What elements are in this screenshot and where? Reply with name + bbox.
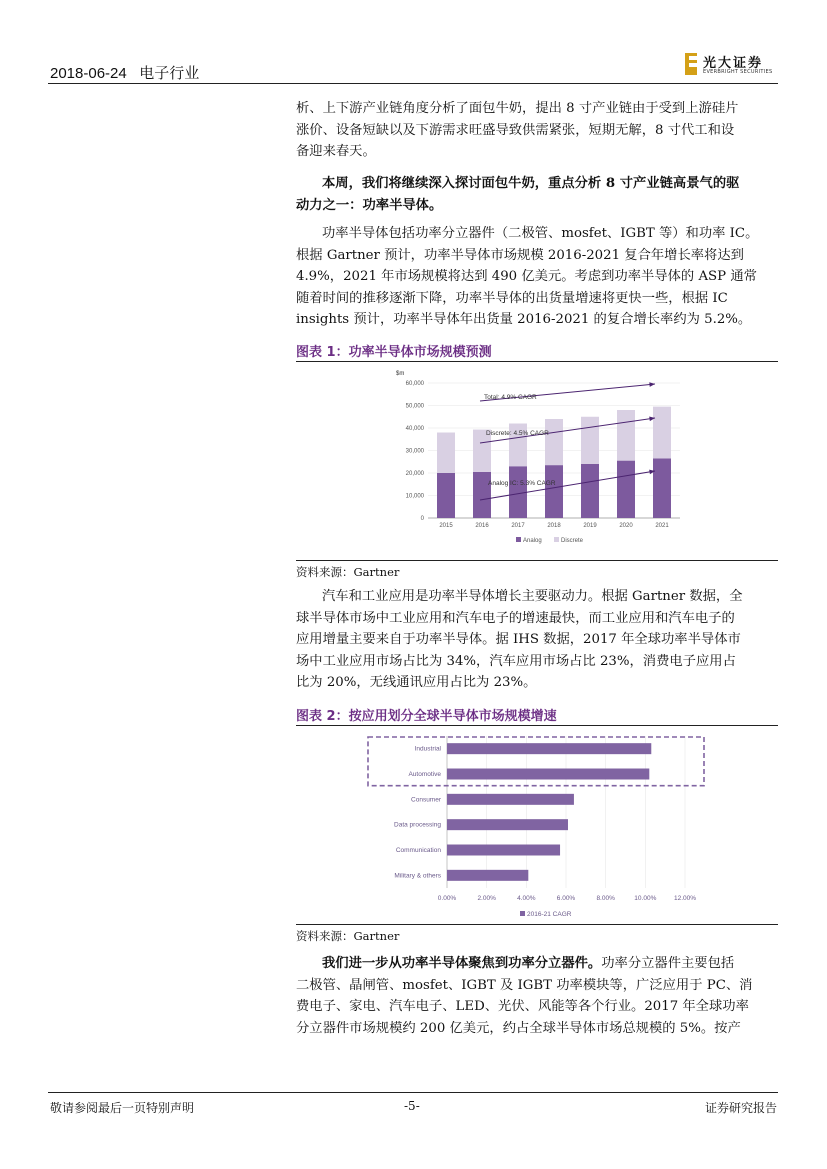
paragraph-line: insights 预计，功率半导体年出货量 2016-2021 的复合增长率约为 5.2%。 [296, 312, 752, 328]
paragraph-line [296, 953, 778, 975]
x-tick-label: 2017 [511, 523, 525, 529]
x-tick-label: 2020 [619, 523, 633, 529]
bar-military-others [447, 870, 528, 881]
bar-consumer [447, 794, 574, 805]
paragraph-line: 本周，我们将继续深入探讨面包牛奶，重点分析 8 寸产业链高景气的驱 [322, 176, 740, 191]
y-tick-label: 0 [420, 516, 424, 522]
y-tick-label: Consumer [411, 796, 441, 804]
cagr-annotation: Analog IC: 5.3% CAGR [488, 480, 556, 487]
paragraph-line: 二极管、晶闸管、mosfet、IGBT 及 IGBT 功率模块等，广泛应用于 PC、消 [296, 977, 753, 993]
figure-2-bottom-rule [296, 924, 778, 925]
bar-analog-2021 [653, 458, 671, 518]
paragraph-5-lead-rest: 功率分立器件主要包括 [601, 956, 735, 971]
y-tick-label: 30,000 [405, 448, 424, 455]
bar-analog-2019 [581, 464, 599, 518]
footer-divider [48, 1092, 778, 1093]
paragraph-line: 备迎来春天。 [296, 144, 376, 160]
y-tick-label: Automotive [408, 771, 441, 778]
paragraph-5-lead: 我们进一步从功率半导体聚焦到功率分立器件。 [322, 956, 602, 971]
y-tick-label: Industrial [414, 745, 441, 753]
y-axis-unit-label: $m [396, 371, 405, 377]
y-tick-label: Data processing [394, 821, 441, 829]
paragraph-3 [296, 223, 778, 331]
bar-discrete-2021 [653, 407, 671, 459]
paragraph-line: 涨价、设备短缺以及下游需求旺盛导致供需紧张，短期无解，8 寸代工和设 [296, 122, 735, 138]
y-tick-label: 20,000 [405, 471, 424, 477]
paragraph-line: 费电子、家电、汽车电子、LED、光伏、风能等各个行业。2017 年全球功率 [296, 999, 749, 1015]
x-tick-label: 2016 [475, 523, 489, 529]
cagr-annotation: Discrete: 4.5% CAGR [486, 430, 549, 437]
legend-label: 2016-21 CAGR [527, 911, 572, 918]
x-tick-label: 8.00% [596, 895, 615, 902]
footer-disclaimer: 敬请参阅最后一页特别声明 [50, 1101, 195, 1115]
report-date: 2018-06-24 [50, 65, 127, 82]
legend-label: Discrete [561, 538, 584, 544]
bar-analog-2020 [617, 461, 635, 518]
legend-swatch-discrete [554, 537, 559, 542]
paragraph-line: 比为 20%，无线通讯应用占比为 23%。 [296, 675, 537, 691]
footer-report-type: 证券研究报告 [704, 1101, 777, 1115]
x-tick-label: 10.00% [634, 895, 657, 902]
paragraph-line: 析、上下游产业链角度分析了面包牛奶，提出 8 寸产业链由于受到上游硅片 [296, 101, 739, 116]
bar-discrete-2019 [581, 417, 599, 464]
bar-data-processing [447, 819, 568, 830]
legend-label: Analog [523, 538, 542, 544]
cagr-annotation: Total: 4.9% CAGR [484, 394, 537, 401]
header-date-industry [50, 62, 199, 83]
figure-1-bottom-rule [296, 560, 778, 561]
y-tick-label: Military & others [394, 872, 441, 880]
bar-communication [447, 845, 560, 856]
y-tick-label: Communication [395, 847, 441, 854]
x-tick-label: 2018 [547, 523, 561, 529]
figure-1-top-rule [296, 361, 778, 362]
figure-1-chart [380, 365, 700, 550]
paragraph-line: 球半导体市场中工业应用和汽车电子的增速最快，而工业应用和汽车电子的 [296, 610, 735, 626]
paragraph-line: 功率半导体包括功率分立器件（二极管、mosfet、IGBT 等）和功率 IC。 [322, 226, 759, 241]
logo-mark-icon [683, 52, 699, 76]
y-tick-label: 10,000 [405, 493, 424, 500]
industry-label: 电子行业 [139, 65, 200, 82]
x-tick-label: 0.00% [437, 895, 457, 902]
x-tick-label: 4.00% [517, 895, 536, 902]
legend-swatch [520, 911, 525, 916]
legend-swatch-analog [516, 537, 521, 542]
x-tick-label: 6.00% [556, 895, 576, 902]
bar-analog-2017 [509, 466, 527, 518]
paragraph-line: 应用增量主要来自于功率半导体。据 IHS 数据，2017 年全球功率半导体市 [296, 632, 741, 648]
header-divider [48, 83, 778, 84]
figure-2-chart [360, 730, 710, 922]
y-tick-label: 60,000 [405, 381, 424, 387]
x-tick-label: 2021 [655, 523, 669, 529]
bar-discrete-2020 [617, 410, 635, 461]
bar-analog-2016 [473, 472, 491, 518]
bar-analog-2015 [437, 473, 455, 518]
bar-automotive [447, 769, 649, 780]
company-logo [683, 52, 783, 78]
bar-discrete-2015 [437, 433, 455, 474]
paragraph-line: 随着时间的推移逐渐下降，功率半导体的出货量增速将更快一些，根据 IC [296, 290, 728, 306]
bar-discrete-2018 [545, 419, 563, 465]
figure-1-title: 图表 1：功率半导体市场规模预测 [296, 345, 492, 360]
y-tick-label: 50,000 [405, 403, 424, 410]
figure-2-title: 图表 2：按应用划分全球半导体市场规模增速 [296, 709, 557, 724]
logo-name: 光大证券 [703, 56, 764, 71]
paragraph-line: 根据 Gartner 预计，功率半导体市场规模 2016-2021 复合年增长率将达到 [296, 247, 744, 263]
x-tick-label: 12.00% [673, 895, 697, 902]
x-tick-label: 2.00% [477, 895, 496, 902]
logo-subtitle: EVERBRIGHT SECURITIES [703, 69, 773, 75]
paragraph-line: 场中工业应用市场占比为 34%，汽车应用市场占比 23%，消费电子应用占 [296, 653, 736, 669]
figure-1-source: 资料来源：Gartner [296, 565, 400, 579]
paragraph-line: 动力之一：功率半导体。 [296, 197, 443, 213]
paragraph-line: 汽车和工业应用是功率半导体增长主要驱动力。根据 Gartner 数据，全 [322, 589, 743, 604]
paragraph-line: 分立器件市场规模约 200 亿美元，约占全球半导体市场总规模的 5%。按产 [296, 1020, 741, 1036]
paragraph-1 [296, 98, 778, 163]
x-tick-label: 2015 [439, 523, 453, 529]
bar-analog-2018 [545, 465, 563, 518]
paragraph-5 [296, 953, 778, 1039]
figure-2-source: 资料来源：Gartner [296, 929, 400, 943]
page-number: -5- [404, 1099, 420, 1113]
paragraph-4 [296, 586, 778, 694]
x-tick-label: 2019 [583, 523, 597, 529]
figure-2-top-rule [296, 725, 778, 726]
paragraph-2 [296, 173, 778, 216]
paragraph-line: 4.9%，2021 年市场规模将达到 490 亿美元。考虑到功率半导体的 ASP 通常 [296, 269, 757, 285]
bar-industrial [447, 743, 651, 754]
y-tick-label: 40,000 [405, 426, 424, 432]
